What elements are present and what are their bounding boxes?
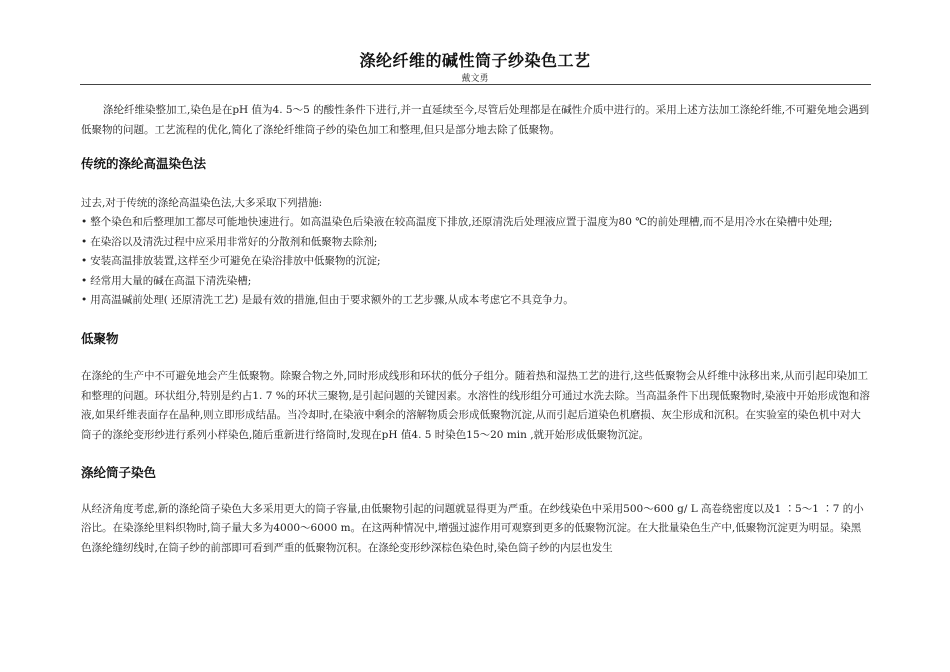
list-item xyxy=(81,291,871,311)
section-heading-package-dyeing: 涤纶筒子染色 xyxy=(81,465,157,480)
list-item xyxy=(81,213,871,233)
measures-list xyxy=(81,213,871,311)
list-item-text: 用高温碱前处理( 还原清洗工艺) 是最有效的措施,但由于要求额外的工艺步骤,从成本考虑它不具竞争力。 xyxy=(90,294,574,306)
document-body xyxy=(81,101,871,558)
document-title: 涤纶纤维的碱性筒子纱染色工艺 xyxy=(359,51,591,70)
list-item-text: 经常用大量的碱在高温下清洗染槽; xyxy=(90,274,252,287)
document-author: 戴文勇 xyxy=(461,74,489,84)
bullet-dot-icon: • xyxy=(81,274,88,287)
oligomers-paragraph: 在涤纶的生产中不可避免地会产生低聚物。除聚合物之外,同时形成线形和环状的低分子组分。随着热和湿热工艺的进行,这些低聚物会从纤维中泳移出来,从而引起印染加工和整理的问题。环状组分,特别是约占1. 7 %的环状三聚物,是引起问题的关键因素。水溶性的线形组分可通过水洗去除。当高温条件下出现低聚物时,染液中开始形成饱和溶液,如果纤维表面存在晶种,则立即形成结晶。当冷却时,在染液中剩余的溶解物质会形成低聚物沉淀,从而引起后道染色机磨损、灰尘形成和沉积。在实验室的染色机中对大筒子的涤纶变形纱进行系列小样染色,随后重新进行络筒时,发现在pH 值4. 5 时染色15～20 min ,就开始形成低聚物沉淀。 xyxy=(81,370,870,441)
list-item-text: 在染浴以及清洗过程中应采用非常好的分散剂和低聚物去除剂; xyxy=(90,235,378,248)
bullet-dot-icon: • xyxy=(81,216,88,228)
list-item xyxy=(81,233,871,253)
list-item xyxy=(81,272,871,292)
intro-paragraph: 涤纶纤维染整加工,染色是在pH 值为4. 5～5 的酸性条件下进行,并一直延续至今,尽管后处理都是在碱性介质中进行的。采用上述方法加工涤纶纤维,不可避免地会遇到低聚物的问题。工艺流程的优化,简化了涤纶纤维筒子纱的染色加工和整理,但只是部分地去除了低聚物。 xyxy=(81,104,870,136)
list-item xyxy=(81,252,871,272)
section-heading-oligomers: 低聚物 xyxy=(81,330,119,346)
list-item-text: 安装高温排放装置,这样至少可避免在染浴排放中低聚物的沉淀; xyxy=(90,255,381,267)
section-lead-text: 过去,对于传统的涤纶高温染色法,大多采取下列措施: xyxy=(81,196,323,209)
package-dyeing-paragraph: 从经济角度考虑,新的涤纶筒子染色大多采用更大的筒子容量,由低聚物引起的问题就显得更为严重。在纱线染色中采用500～600 g/ L 高卷绕密度以及1 ∶5～1 ∶7 的小浴比。在染涤纶里料织物时,筒子量大多为4000～6000 m。在这两种情况中,增强过滤作用可观察到更多的低聚物沉淀。在大批量染色生产中,低聚物沉淀更为明显。染黑色涤纶缝纫线时,在筒子纱的前部即可看到严重的低聚物沉积。在涤纶变形纱深棕色染色时,染色筒子纱的内层也发生 xyxy=(81,502,864,554)
bullet-dot-icon: • xyxy=(81,255,88,267)
header-divider xyxy=(80,84,871,85)
list-item-text: 整个染色和后整理加工都尽可能地快速进行。如高温染色后染液在较高温度下排放,还原清洗后处理液应置于温度为80 ℃的前处理槽,而不是用冷水在染槽中处理; xyxy=(90,216,833,228)
section-heading-traditional-method: 传统的涤纶高温染色法 xyxy=(81,156,207,171)
bullet-dot-icon: • xyxy=(81,294,88,306)
bullet-dot-icon: • xyxy=(81,235,88,248)
